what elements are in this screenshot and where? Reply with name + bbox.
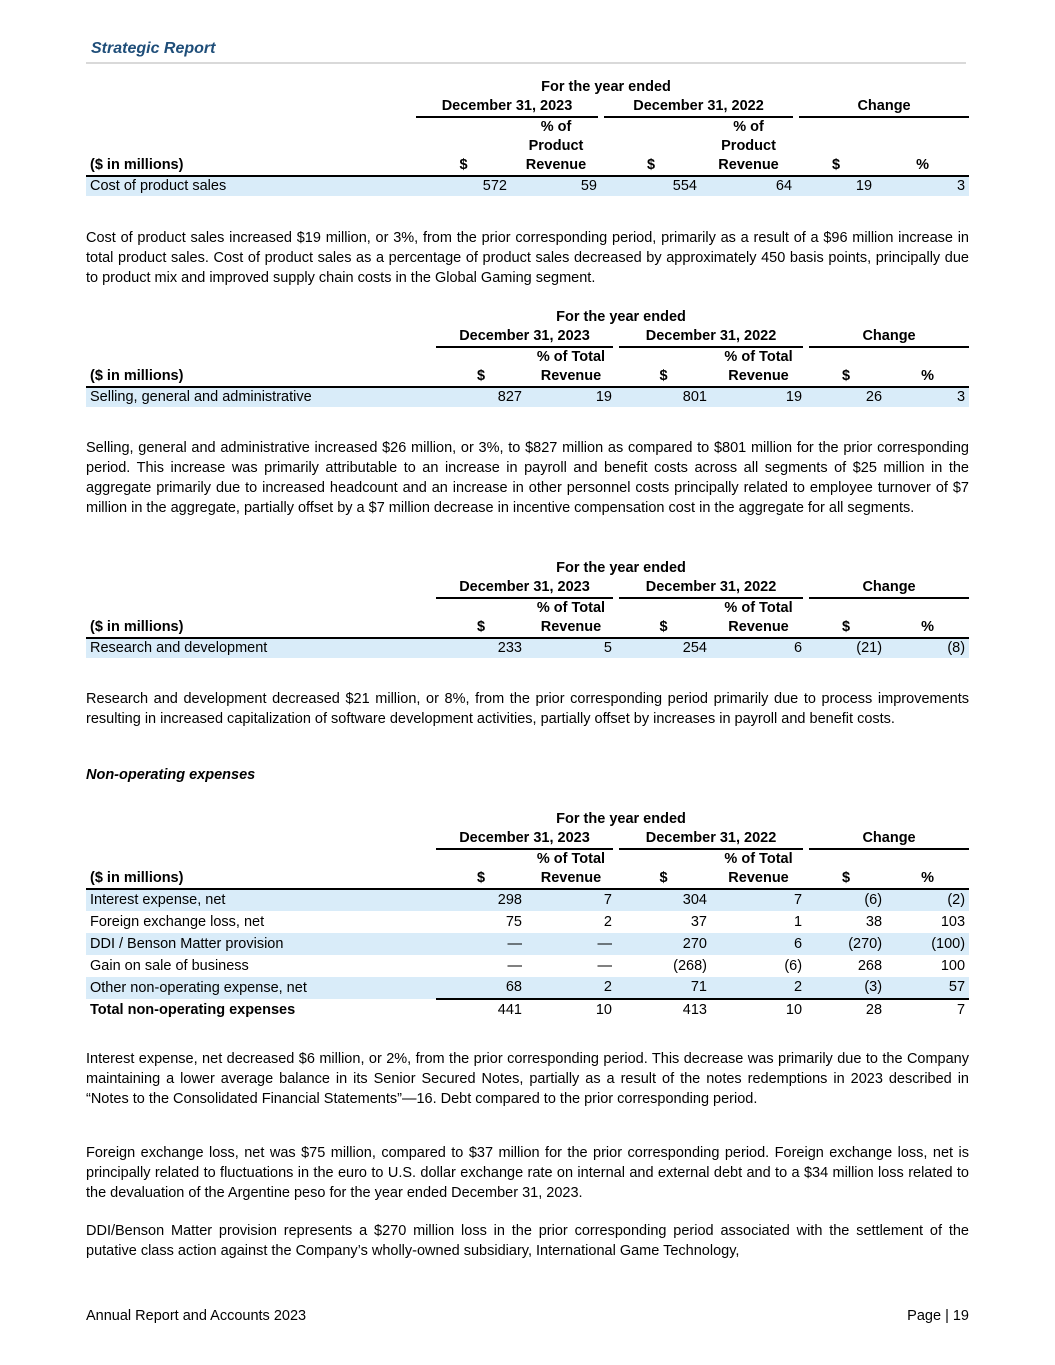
change-value: 28 — [865, 1002, 883, 1018]
sga-paragraph: Selling, general and administrative increased $26 million, or 3%, to $827 million as compared to $801 million for the prior corresponding period. This increase was primarily attributable to an increase in payroll and benefit costs across all segments of $25 million in the aggregate primarily due to increased headcount and an increase in other personnel costs principally related to employee turnover of $7 million in the aggregate, partially offset by a $7 million decrease in incentive compensation cost in the aggregate for all segments. — [86, 440, 969, 516]
section-title: Strategic Report — [91, 40, 216, 57]
value-2023: 233 — [436, 638, 526, 658]
change-pct: 7 — [956, 1002, 966, 1018]
change-value: (270) — [806, 933, 886, 955]
col-dollar-2023: $ — [436, 598, 526, 638]
value-2022: 254 — [616, 638, 711, 658]
value-2022: 37 — [690, 913, 707, 930]
dec-2023-header: December 31, 2023 — [436, 578, 616, 598]
millions-label: ($ in millions) — [86, 598, 436, 638]
row-label: Cost of product sales — [86, 176, 416, 196]
col-dollar-2022: $ — [616, 598, 711, 638]
col-change-dollar: $ — [806, 347, 886, 387]
for-year-header: For the year ended — [556, 560, 686, 576]
table-row — [86, 933, 969, 955]
col-change-pct: % — [886, 849, 969, 889]
ddi-benson-paragraph: DDI/Benson Matter provision represents a $270 million loss in the prior corresponding period associated with the settlement of the putative class action against the Company’s wholly-owned subsidiary, International Game Technology, — [86, 1223, 969, 1259]
col-dollar-2023: $ — [416, 117, 511, 176]
for-year-header: For the year ended — [541, 79, 671, 95]
row-label: Other non-operating expense, net — [86, 977, 436, 999]
col-dollar-2023: $ — [436, 849, 526, 889]
col-change-pct: % — [886, 598, 969, 638]
dec-2023-header: December 31, 2023 — [436, 829, 616, 849]
change-header: Change — [806, 829, 969, 849]
value-2023: 827 — [436, 387, 526, 407]
dec-2022-header: December 31, 2022 — [601, 97, 796, 117]
table-row — [86, 977, 969, 999]
total-label: Total non-operating expenses — [90, 1001, 296, 1018]
value-2022: 270 — [616, 933, 711, 955]
dec-2023-header: December 31, 2023 — [416, 97, 601, 117]
dec-2022-header: December 31, 2022 — [616, 829, 806, 849]
row-label: Research and development — [86, 638, 436, 658]
table-row — [86, 176, 969, 196]
millions-label: ($ in millions) — [86, 347, 436, 387]
non-operating-table — [86, 810, 969, 1021]
pct-2023: 7 — [526, 889, 616, 911]
pct-2022: 1 — [793, 913, 803, 930]
change-value: 38 — [865, 913, 883, 930]
table-row — [86, 911, 969, 933]
value-2022: (268) — [673, 957, 707, 974]
col-dollar-2022: $ — [616, 849, 711, 889]
for-year-header: For the year ended — [556, 811, 686, 827]
total-row — [86, 999, 969, 1021]
pct-2023: 5 — [526, 638, 616, 658]
cost-of-product-sales-paragraph: Cost of product sales increased $19 million, or 3%, from the prior corresponding period, primarily as a result of a $96 million increase in total product sales. Cost of product sales as a percentage of product sales decreased by approximately 450 basis points, principally due to product mix and improved supply chain costs in the Global Gaming segment. — [86, 230, 969, 286]
pct-2022: (6) — [784, 957, 803, 974]
pct-2023: 2 — [526, 977, 616, 999]
col-pct-total-revenue-2022: % of Total Revenue — [711, 347, 806, 387]
col-change-pct: % — [876, 117, 969, 176]
value-2022: 304 — [616, 889, 711, 911]
pct-2022: 2 — [711, 977, 806, 999]
pct-2022: 10 — [785, 1002, 803, 1018]
millions-label: ($ in millions) — [86, 849, 436, 889]
change-value: 268 — [857, 957, 883, 974]
change-value: (6) — [806, 889, 886, 911]
col-pct-product-revenue-2022: % of Product Revenue — [701, 117, 796, 176]
table-row — [86, 638, 969, 658]
millions-label: ($ in millions) — [86, 117, 416, 176]
change-pct: (2) — [886, 889, 969, 911]
value-2022: 554 — [601, 176, 701, 196]
sga-table — [86, 308, 969, 407]
change-pct: 3 — [876, 176, 969, 196]
row-label: Interest expense, net — [86, 889, 436, 911]
pct-2023: — — [597, 957, 612, 974]
change-value: (3) — [806, 977, 886, 999]
cost-of-product-sales-table — [86, 78, 969, 196]
pct-2022: 7 — [711, 889, 806, 911]
rnd-table — [86, 559, 969, 658]
value-2023: 441 — [497, 1002, 522, 1018]
pct-2022: 19 — [711, 387, 806, 407]
value-2023: — — [436, 933, 526, 955]
col-dollar-2023: $ — [436, 347, 526, 387]
col-pct-total-revenue-2023: % of Total Revenue — [526, 849, 616, 889]
row-label: Gain on sale of business — [90, 957, 249, 974]
value-2023: 298 — [436, 889, 526, 911]
change-pct: (100) — [886, 933, 969, 955]
change-pct: (8) — [886, 638, 969, 658]
table-row — [86, 889, 969, 911]
for-year-header: For the year ended — [556, 309, 686, 325]
pct-2022: 6 — [711, 933, 806, 955]
change-value: 19 — [796, 176, 876, 196]
row-label: Selling, general and administrative — [86, 387, 436, 407]
change-pct: 3 — [886, 387, 969, 407]
pct-2023: 2 — [603, 913, 612, 930]
change-pct: 103 — [940, 913, 966, 930]
footer-page-number: Page | 19 — [907, 1308, 969, 1324]
value-2023: 75 — [505, 913, 522, 930]
col-pct-total-revenue-2022: % of Total Revenue — [711, 598, 806, 638]
value-2023: — — [507, 957, 522, 974]
change-value: 26 — [806, 387, 886, 407]
pct-2023: 59 — [511, 176, 601, 196]
value-2022: 801 — [616, 387, 711, 407]
col-change-dollar: $ — [806, 849, 886, 889]
title-divider — [86, 62, 966, 64]
pct-2022: 64 — [701, 176, 796, 196]
dec-2023-header: December 31, 2023 — [436, 327, 616, 347]
value-2023: 572 — [416, 176, 511, 196]
interest-expense-paragraph: Interest expense, net decreased $6 million, or 2%, from the prior corresponding period. This decrease was primarily due to the Company maintaining a lower average balance in its Senior Secured Notes, partially as a result of the notes redemptions in 2023 described in “Notes to the Consolidated Financial Statements”—16. Debt compared to the prior corresponding period. — [86, 1051, 969, 1107]
rnd-paragraph: Research and development decreased $21 million, or 8%, from the prior corresponding period primarily due to process improvements resulting in increased capitalization of software development activities, partially offset by increases in payroll and benefit costs. — [86, 691, 969, 727]
col-dollar-2022: $ — [601, 117, 701, 176]
col-change-dollar: $ — [806, 598, 886, 638]
col-pct-total-revenue-2023: % of Total Revenue — [526, 598, 616, 638]
change-header: Change — [806, 578, 969, 598]
table-row — [86, 955, 969, 977]
col-pct-total-revenue-2022: % of Total Revenue — [711, 849, 806, 889]
col-change-dollar: $ — [796, 117, 876, 176]
change-pct: 100 — [940, 957, 966, 974]
col-change-pct: % — [886, 347, 969, 387]
value-2023: 68 — [436, 977, 526, 999]
change-header: Change — [806, 327, 969, 347]
foreign-exchange-paragraph: Foreign exchange loss, net was $75 million, compared to $37 million for the prior corresponding period. Foreign exchange loss, net is principally related to fluctuations in the euro to U.S. dollar exchange rate on internal and external debt and to a $34 million loss related to the devaluation of the Argentine peso for the year ended December 31, 2023. — [86, 1145, 969, 1201]
change-header: Change — [796, 97, 969, 117]
row-label: Foreign exchange loss, net — [90, 913, 265, 930]
col-dollar-2022: $ — [616, 347, 711, 387]
dec-2022-header: December 31, 2022 — [616, 327, 806, 347]
col-pct-product-revenue-2023: % of Product Revenue — [511, 117, 601, 176]
pct-2023: 19 — [526, 387, 616, 407]
value-2022: 413 — [682, 1002, 707, 1018]
row-label: DDI / Benson Matter provision — [86, 933, 436, 955]
value-2022: 71 — [616, 977, 711, 999]
dec-2022-header: December 31, 2022 — [616, 578, 806, 598]
pct-2022: 6 — [711, 638, 806, 658]
table-row — [86, 387, 969, 407]
pct-2023: 10 — [595, 1002, 612, 1018]
col-pct-total-revenue-2023: % of Total Revenue — [526, 347, 616, 387]
footer-report-title: Annual Report and Accounts 2023 — [86, 1308, 307, 1324]
non-operating-subheading: Non-operating expenses — [86, 767, 256, 783]
change-value: (21) — [806, 638, 886, 658]
pct-2023: — — [526, 933, 616, 955]
change-pct: 57 — [886, 977, 969, 999]
